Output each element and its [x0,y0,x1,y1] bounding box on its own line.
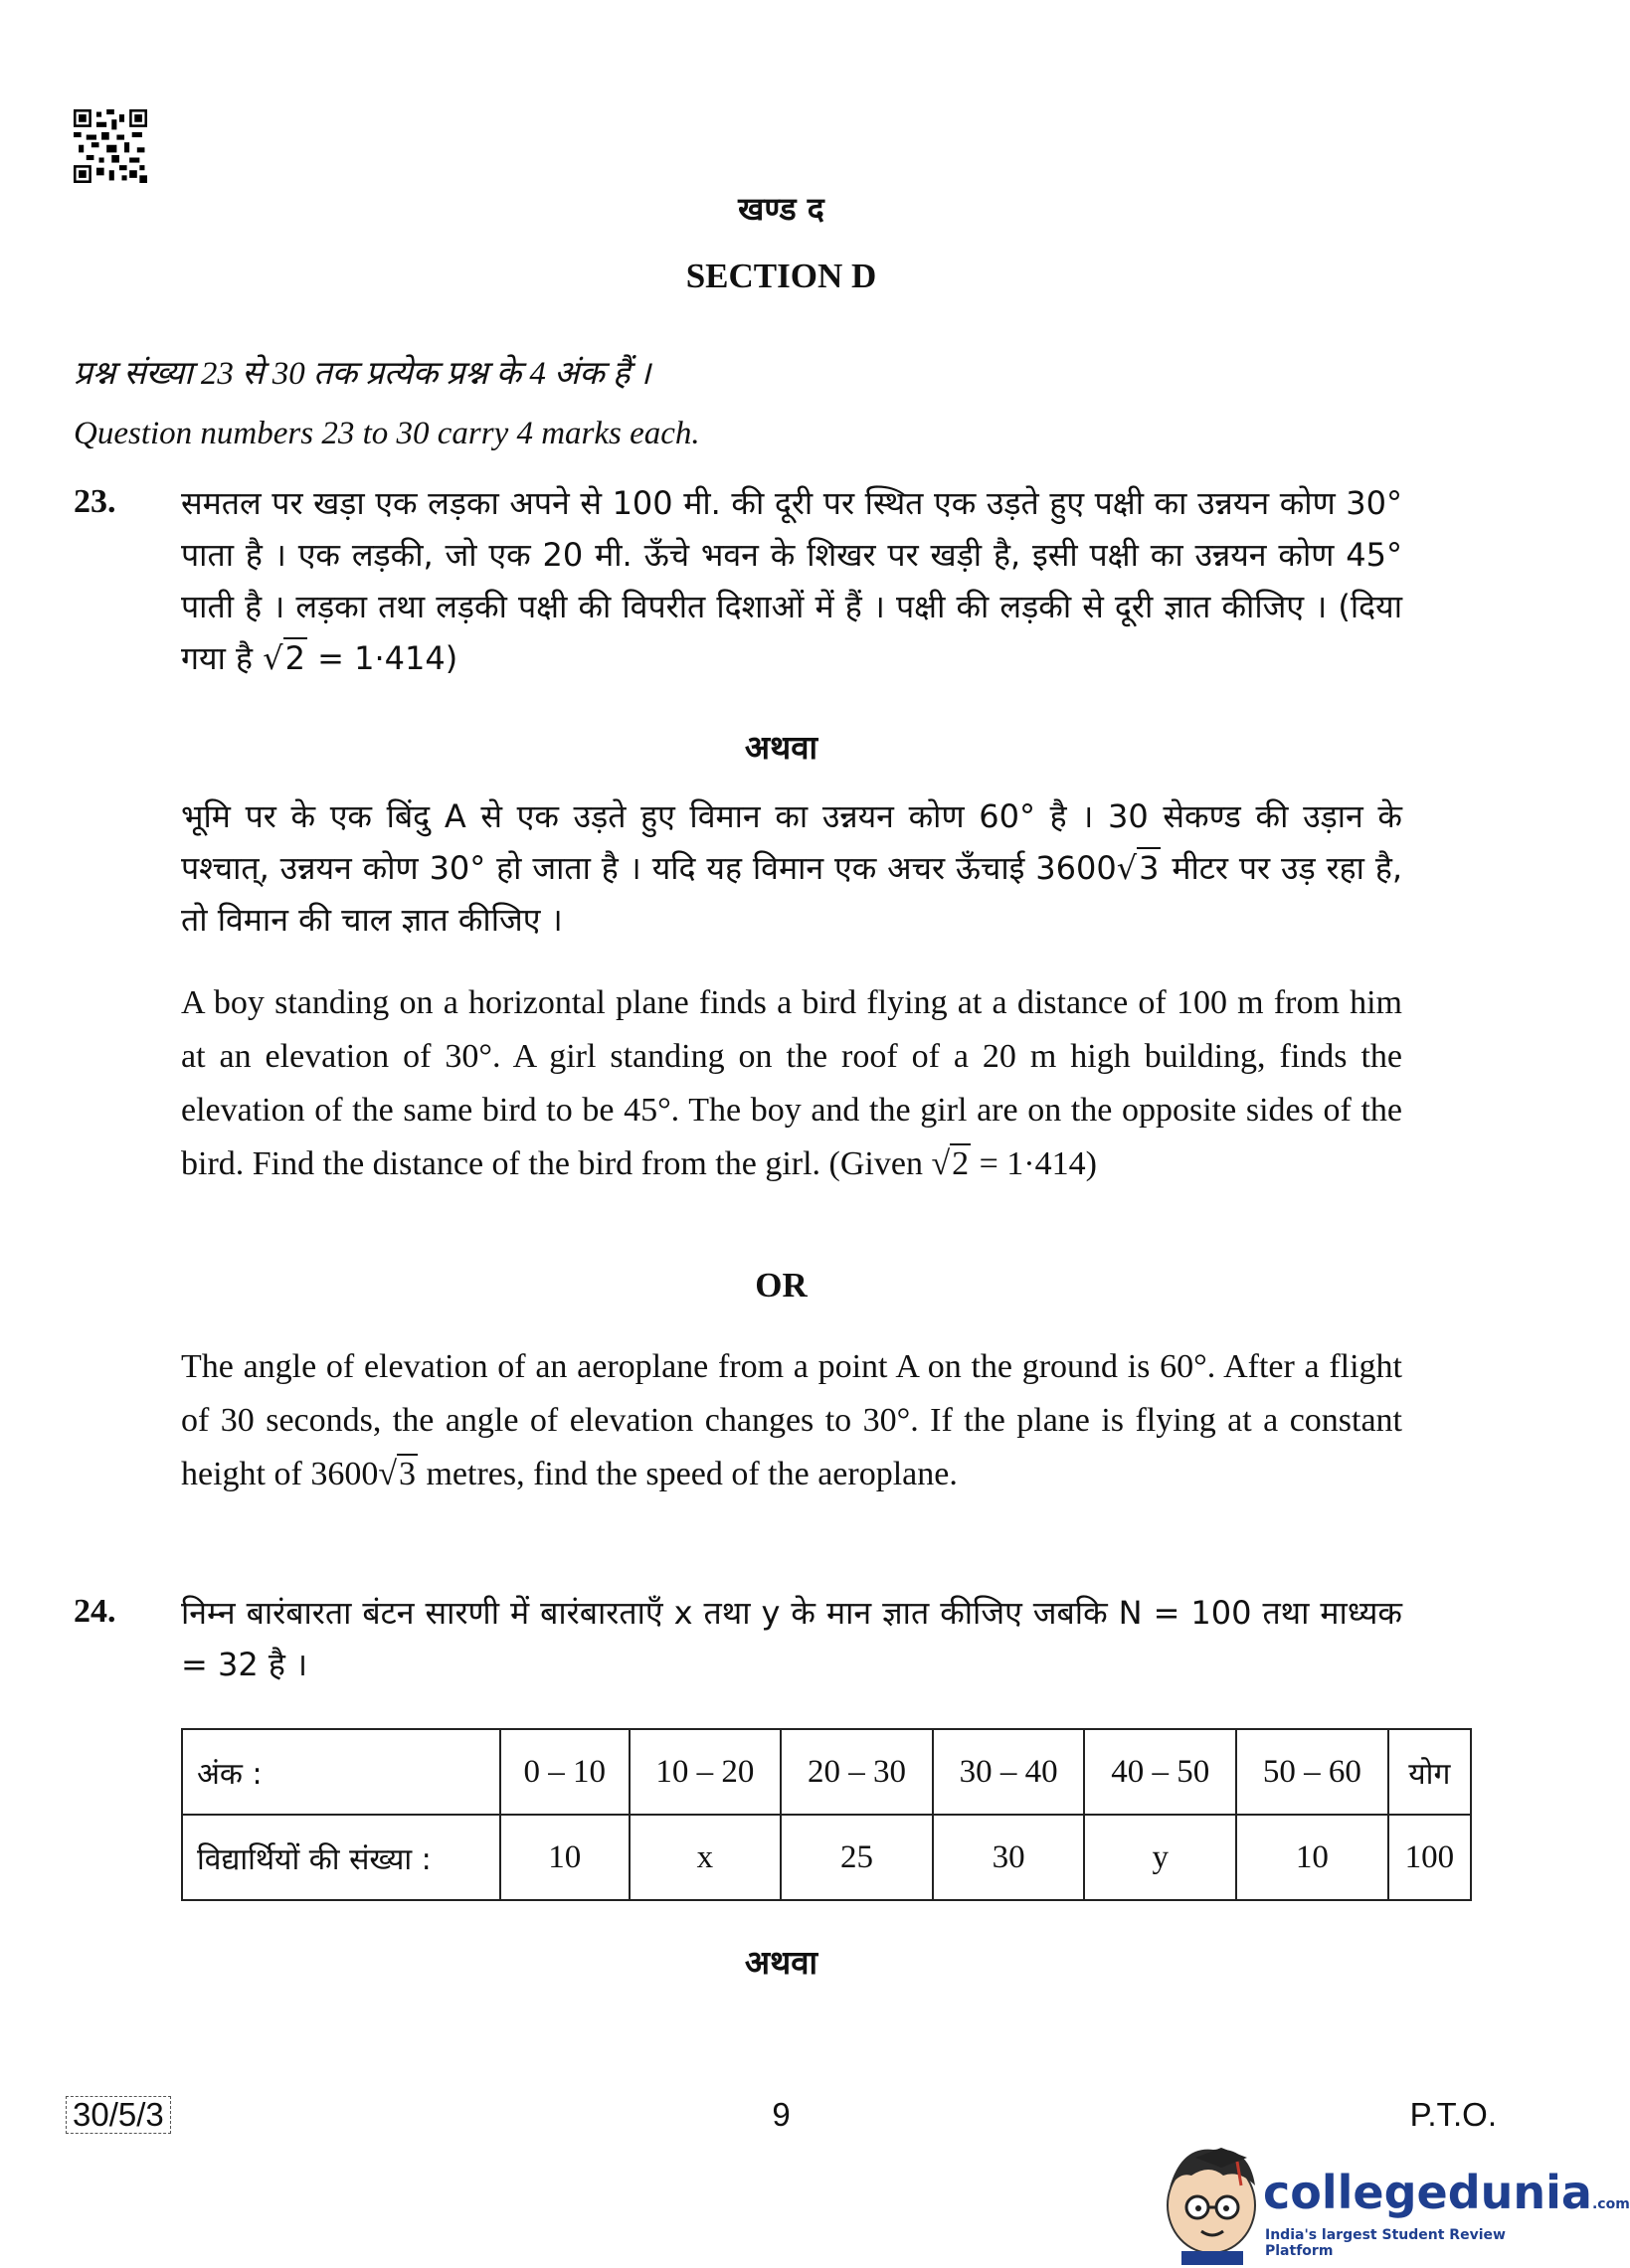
section-title: SECTION D [685,257,877,295]
question-23-alt-hindi [181,790,1402,946]
table-cell: 50 – 60 [1236,1729,1388,1815]
qr-code [74,109,147,183]
brand-tagline: India's largest Student Review Platform [1265,2227,1506,2259]
height-coefficient: 3600 [310,1456,379,1492]
table-cell: 0 – 10 [500,1729,630,1815]
or-divider: OR [755,1266,808,1305]
section-instructions [74,344,1396,463]
table-cell: x [630,1815,782,1900]
table-cell: 100 [1388,1815,1471,1900]
row-label: विद्यार्थियों की संख्या : [182,1815,500,1900]
paper-code: 30/5/3 [66,2096,171,2134]
table-cell: 10 – 20 [630,1729,782,1815]
sqrt-expression: √3 [378,1456,416,1492]
given-value: = 1·414) [306,639,458,677]
table-row [182,1729,1471,1815]
brand-logo: collegedunia.com [1263,2166,1630,2219]
given-value: = 1·414) [971,1145,1097,1182]
table-cell: 20 – 30 [781,1729,933,1815]
or-divider-hindi: अथवा [744,728,818,767]
table-cell: 10 [1236,1815,1388,1900]
frequency-table [181,1728,1472,1901]
table-header-total: योग [1388,1729,1471,1815]
question-23-alt-english [181,1340,1402,1501]
table-row [182,1815,1471,1900]
table-cell: 40 – 50 [1084,1729,1236,1815]
question-24-hindi: निम्न बारंबारता बंटन सारणी में बारंबारताएँ x तथा y के मान ज्ञात कीजिए जबकि N = 100 तथा माध्यक = 32 है । [181,1594,1402,1683]
question-text-tail: मीटर पर उड़ रहा है, तो विमान की चाल ज्ञात कीजिए । [181,849,1402,939]
or-divider-hindi: अथवा [744,1943,818,1982]
sqrt-expression: √3 [1116,849,1160,887]
question-23-english [181,976,1402,1191]
question-text: समतल पर खड़ा एक लड़का अपने से 100 मी. की दूरी पर स्थित एक उड़ते हुए पक्षी का उन्नयन कोण 30° पाता है । एक लड़की, जो एक 20 मी. ऊँचे भवन के शिखर पर खड़ी है, इसी पक्षी का उन्नयन कोण 45° पाती है । लड़का तथा लड़की पक्षी की विपरीत दिशाओं में हैं । पक्षी की लड़की से दूरी ज्ञात कीजिए । (दिया गया है [181,484,1402,677]
question-text: भूमि पर के एक बिंदु A से एक उड़ते हुए विमान का उन्नयन कोण 60° है । 30 सेकण्ड की उड़ान के पश्चात्, उन्नयन कोण 30° हो जाता है । यदि यह विमान एक अचर ऊँचाई [181,797,1402,887]
table-cell: 30 – 40 [933,1729,1085,1815]
question-text: A boy standing on a horizontal plane finds a bird flying at a distance of 100 m from him at an elevation of 30°. A girl standing on the roof of a 20 m high building, finds the elevation of the same bird to be 45°. The boy and the girl are on the opposite sides of the bird. Find the distance of the bird from the girl. (Given [181,984,1402,1182]
question-number: 23. [74,483,116,520]
table-cell: 30 [933,1815,1085,1900]
table-cell: y [1084,1815,1236,1900]
sqrt-expression: √2 [931,1145,970,1182]
pto-label: P.T.O. [1409,2096,1497,2133]
question-number: 24. [74,1593,116,1630]
instruction-english: Question numbers 23 to 30 carry 4 marks each. [74,416,700,451]
height-coefficient: 3600 [1035,849,1117,887]
row-label: अंक : [182,1729,500,1815]
table-cell: 25 [781,1815,933,1900]
question-text: The angle of elevation of an aeroplane from a point A on the ground is 60°. After a flight of 30 seconds, the angle of elevation changes to 30°. If the plane is flying at a constant height of [181,1348,1402,1492]
question-text-tail: metres, find the speed of the aeroplane. [417,1456,958,1492]
section-title-hindi: खण्ड द [738,190,824,228]
sqrt-expression: √2 [263,639,305,677]
page-number: 9 [772,2096,791,2133]
table-cell: 10 [500,1815,630,1900]
question-23-hindi [181,477,1402,684]
instruction-hindi: प्रश्न संख्या 23 से 30 तक प्रत्येक प्रश्न के 4 अंक हैं । [74,356,651,392]
